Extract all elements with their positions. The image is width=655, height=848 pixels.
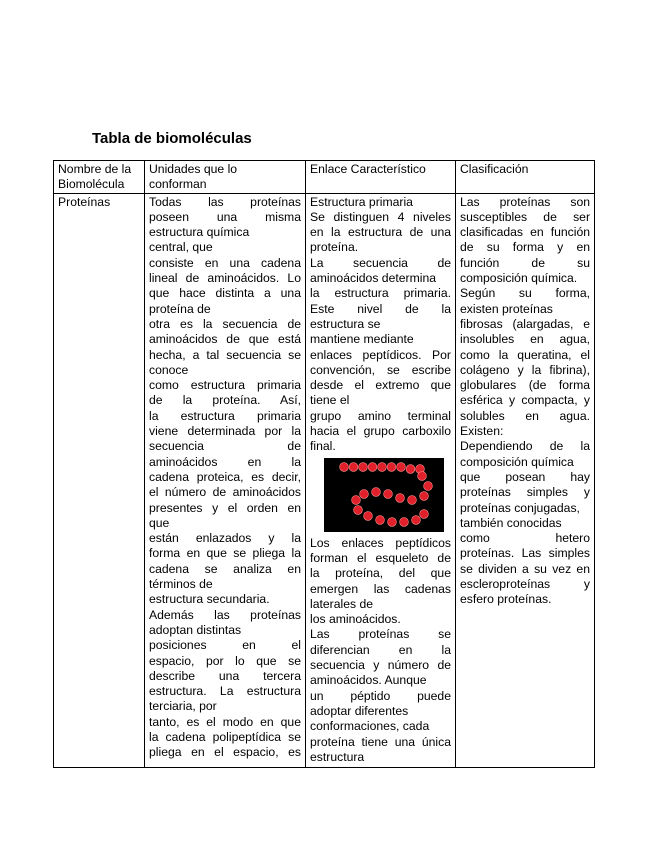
- text-line: un péptido puede: [310, 688, 451, 703]
- text-line: proteína.: [310, 240, 359, 255]
- amino-acid-bead: [364, 511, 373, 520]
- text-line: proteína de: [149, 301, 211, 316]
- text-line: posiciones en el: [149, 638, 301, 653]
- amino-acid-bead: [384, 489, 393, 498]
- amino-acid-bead: [340, 462, 349, 471]
- amino-acid-bead: [400, 517, 409, 526]
- text-line: aminoácidos. Aunque: [310, 673, 427, 688]
- text-line: cadena proteica, es decir,: [149, 469, 301, 484]
- amino-acid-bead: [408, 495, 417, 504]
- text-line: proteínas simples y: [460, 485, 590, 500]
- text-line: Dependiendo de la: [460, 439, 590, 454]
- text-line: pliega en el espacio, es: [149, 745, 301, 760]
- text-line: aminoácidos de que está: [149, 332, 301, 347]
- text-line: emergen las cadenas: [310, 581, 451, 596]
- document-title: Tabla de biomoléculas: [92, 130, 252, 147]
- amino-acid-bead: [360, 489, 369, 498]
- header-clasificacion: Clasificación: [456, 161, 595, 194]
- text-line: adoptan distintas: [149, 622, 242, 637]
- text-line: terciaria, por: [149, 699, 217, 714]
- cell-nombre: Proteínas: [54, 193, 145, 767]
- text-line: estructura: [310, 749, 365, 764]
- text-line: diferencian en la: [310, 642, 451, 657]
- text-line: clasificadas en función: [460, 225, 590, 240]
- text-line: tanto, es el modo en que: [149, 714, 301, 729]
- header-nombre: Nombre de la Biomolécula: [54, 161, 145, 194]
- amino-acid-bead: [397, 462, 406, 471]
- amino-acid-bead: [376, 515, 385, 524]
- text-line: conoce: [149, 362, 189, 377]
- text-line: proteínas conjugadas,: [460, 500, 580, 515]
- text-line: estructura. La estructura: [149, 684, 301, 699]
- table-header-row: [54, 161, 595, 194]
- text-line: hecha, a tal secuencia se: [149, 347, 301, 362]
- cell-clasificacion: [456, 193, 595, 767]
- amino-acid-bead: [388, 517, 397, 526]
- text-line: proteínas. Las simples: [460, 546, 590, 561]
- text-line: insolubles en agua,: [460, 332, 590, 347]
- amino-acid-bead: [412, 515, 421, 524]
- amino-acid-bead: [418, 471, 427, 480]
- text-line: hacia el grupo carboxilo: [310, 424, 451, 439]
- text-line: fibrosas (alargadas, e: [460, 316, 590, 331]
- amino-acid-bead: [354, 505, 363, 514]
- text-line: forman el esqueleto de: [310, 550, 451, 565]
- text-line: secuencia de: [149, 439, 301, 454]
- text-line: estructura se: [310, 316, 381, 331]
- text-line: adoptar diferentes: [310, 703, 409, 718]
- text-line: están enlazados y la: [149, 531, 301, 546]
- text-line: composición química.: [460, 271, 578, 286]
- text-line: la estructura primaria: [149, 408, 301, 423]
- amino-acid-bead: [420, 491, 429, 500]
- text-line: en la estructura de una: [310, 225, 451, 240]
- text-line: consiste en una cadena: [149, 255, 301, 270]
- text-line: de su forma y en: [460, 240, 590, 255]
- text-line: colágeno y la fibrina),: [460, 362, 590, 377]
- text-line: Según su forma,: [460, 286, 590, 301]
- text-line: esfero proteínas.: [460, 592, 552, 607]
- enlace-text-bottom: [310, 536, 451, 765]
- text-line: que posean hay: [460, 469, 590, 484]
- text-line: Todas las proteínas: [149, 194, 301, 209]
- text-line: grupo amino terminal: [310, 408, 451, 423]
- cell-enlace: [306, 193, 456, 767]
- text-line: existen proteínas: [460, 301, 553, 316]
- text-line: composición química: [460, 454, 574, 469]
- text-line: Este nivel de la: [310, 301, 451, 316]
- text-line: solubles en agua.: [460, 408, 590, 423]
- text-line: globulares (de forma: [460, 378, 590, 393]
- text-line: esférica y compacta, y: [460, 393, 590, 408]
- amino-acid-bead: [352, 495, 361, 504]
- text-line: Estructura primaria: [310, 194, 413, 209]
- text-line: cadena se analiza en: [149, 561, 301, 576]
- text-line: como hetero: [460, 531, 590, 546]
- amino-acid-bead: [368, 462, 377, 471]
- text-line: Las proteínas son: [460, 194, 590, 209]
- text-line: de la proteína. Así,: [149, 393, 301, 408]
- cell-unidades: [145, 193, 306, 767]
- text-line: describe una tercera: [149, 668, 301, 683]
- text-line: La secuencia de: [310, 255, 451, 270]
- text-line: los aminoácidos.: [310, 612, 401, 627]
- text-line: estructura química: [149, 225, 250, 240]
- text-line: términos de: [149, 577, 213, 592]
- text-line: susceptibles de ser: [460, 209, 590, 224]
- text-line: final.: [310, 439, 336, 454]
- amino-acid-bead: [378, 462, 387, 471]
- text-line: poseen una misma: [149, 209, 301, 224]
- text-line: aminoácidos en la: [149, 454, 301, 469]
- text-line: Los enlaces peptídicos: [310, 535, 451, 550]
- text-line: función de su: [460, 255, 590, 270]
- text-line: proteína tiene una única: [310, 734, 451, 749]
- biomolecule-table: [53, 160, 595, 768]
- amino-acid-bead: [349, 462, 358, 471]
- text-line: escleroproteínas y: [460, 577, 590, 592]
- text-line: viene determinada por la: [149, 424, 301, 439]
- peptide-chain-image: [324, 458, 444, 532]
- text-line: lineal de aminoácidos. Lo: [149, 271, 301, 286]
- text-line: desde el extremo que: [310, 378, 451, 393]
- table-row: [54, 193, 595, 767]
- text-line: tiene el: [310, 393, 350, 408]
- text-line: forma en que se pliega la: [149, 546, 301, 561]
- amino-acid-bead: [372, 487, 381, 496]
- text-line: Se distinguen 4 niveles: [310, 209, 451, 224]
- amino-acid-bead: [387, 462, 396, 471]
- text-line: aminoácidos determina: [310, 271, 437, 286]
- text-line: Además las proteínas: [149, 607, 301, 622]
- text-line: otra es la secuencia de: [149, 316, 301, 331]
- text-line: enlaces peptídicos. Por: [310, 347, 451, 362]
- text-line: central, que: [149, 240, 213, 255]
- text-line: presentes y el orden en: [149, 500, 301, 515]
- text-line: Las proteínas se: [310, 627, 451, 642]
- text-line: mantiene mediante: [310, 332, 414, 347]
- header-unidades: Unidades que lo conforman: [145, 161, 306, 194]
- text-line: como la queratina, el: [460, 347, 590, 362]
- text-line: secuencia y número de: [310, 658, 451, 673]
- text-line: como estructura primaria: [149, 378, 301, 393]
- amino-acid-bead: [406, 464, 415, 473]
- amino-acid-bead: [424, 481, 433, 490]
- text-line: que: [149, 515, 170, 530]
- text-line: estructura secundaria.: [149, 592, 270, 607]
- text-line: Existen:: [460, 424, 504, 439]
- text-line: también conocidas: [460, 515, 562, 530]
- amino-acid-bead: [359, 462, 368, 471]
- text-line: el número de aminoácidos: [149, 485, 301, 500]
- text-line: laterales de: [310, 596, 374, 611]
- enlace-text-top: [310, 195, 451, 455]
- text-line: se dividen a su vez en: [460, 561, 590, 576]
- text-line: la estructura primaria.: [310, 286, 451, 301]
- text-line: conformaciones, cada: [310, 719, 430, 734]
- text-line: la cadena polipeptídica se: [149, 729, 301, 744]
- amino-acid-bead: [420, 509, 429, 518]
- text-line: espacio, por lo que se: [149, 653, 301, 668]
- text-line: convención, se escribe: [310, 362, 451, 377]
- text-line: la proteína, del que: [310, 566, 451, 581]
- text-line: que hace distinta a una: [149, 286, 301, 301]
- amino-acid-bead: [396, 493, 405, 502]
- header-enlace: Enlace Característico: [306, 161, 456, 194]
